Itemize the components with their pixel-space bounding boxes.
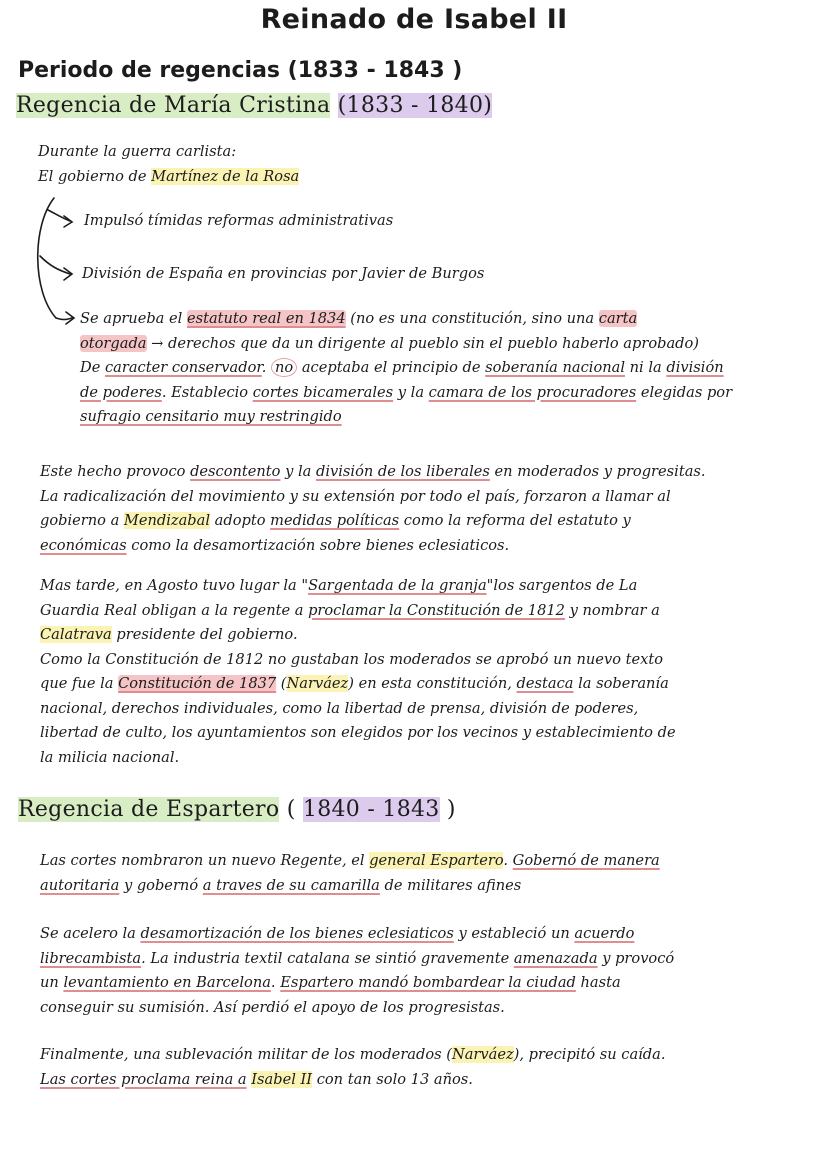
text-span: conseguir su sumisión. Así perdió el apoyo de los progresistas. — [40, 998, 505, 1016]
section1-heading — [16, 93, 492, 118]
text-span: estatuto real en 1834 — [186, 310, 346, 327]
text-span: Como la Constitución de 1812 no gustaban los moderados se aprobó un nuevo texto — [40, 650, 663, 668]
text-span: cortes bicamerales — [252, 383, 394, 401]
text-span: carta — [598, 310, 638, 327]
text-span: desamortización de los bienes eclesiaticos — [140, 925, 454, 942]
text-span: y gobernó — [119, 876, 203, 894]
text-span: La radicalización del movimiento y su extensión por todo el país, forzaron a llamar al — [40, 487, 671, 505]
text-span: Las cortes proclama reina a — [40, 1070, 247, 1088]
text-span: ), precipitó su caída. — [513, 1046, 666, 1063]
text-span: . — [503, 852, 513, 869]
bracket-arrows-icon — [28, 196, 88, 331]
highlight: Martínez de la Rosa — [151, 167, 300, 185]
text-span: amenazada — [513, 949, 598, 967]
text-span: Se aprueba el — [80, 310, 187, 327]
text-span: "los sargentos de La — [486, 577, 638, 594]
text-span: proclamar la Constitución de 1812 — [308, 601, 565, 619]
text-span: librecambista — [40, 949, 142, 967]
text-span: camara de los procuradores — [428, 383, 637, 401]
text-span: de poderes — [80, 383, 162, 401]
text-span: De — [80, 359, 105, 376]
text-span: como la reforma del estatuto y — [399, 512, 631, 529]
text-span: (no es una constitución, sino una — [345, 310, 599, 327]
text-span: que fue la — [40, 675, 119, 692]
text-span: Las cortes nombraron un nuevo Regente, el — [40, 852, 370, 869]
text-span: gobierno a — [40, 512, 124, 529]
text-span: de militares afines — [379, 876, 522, 894]
section1-years: (1833 - 1840) — [337, 93, 493, 118]
text-span: . Establecio — [161, 383, 253, 401]
text-span: adopto — [210, 512, 271, 529]
text-span: y estableció un — [453, 925, 575, 942]
text-span: y la — [393, 383, 429, 401]
section1-intro — [38, 140, 299, 189]
text-span: con tan solo 13 años. — [312, 1070, 473, 1088]
section2-heading — [18, 797, 456, 822]
page-title: Reinado de Isabel II — [260, 4, 568, 35]
intro-line — [38, 165, 299, 190]
intro-line: Durante la guerra carlista: — [38, 143, 237, 160]
text-span: medidas políticas — [270, 512, 400, 529]
text-span: y nombrar a — [564, 601, 660, 619]
text-span: Guardia Real obligan a la regente a — [40, 601, 309, 619]
text-span: destaca — [516, 675, 574, 692]
paragraph-espartero-regente — [40, 849, 660, 898]
paragraph-sargentada — [40, 574, 676, 770]
section1-name: Regencia de María Cristina — [16, 93, 331, 118]
text-span: ni la — [625, 359, 667, 376]
paragraph-division-liberales — [40, 460, 706, 558]
text-span: nacional, derechos individuales, como la libertad de prensa, división de poderes, — [40, 699, 639, 717]
text-span: levantamiento en Barcelona — [63, 974, 271, 991]
bullet-3 — [80, 307, 732, 430]
text-span: Mas tarde, en Agosto tuvo lugar la " — [40, 577, 309, 594]
text-span: → derechos que da un dirigente al pueblo sin el pueblo haberlo aprobado) — [146, 334, 699, 352]
text-span: caracter conservador — [104, 359, 262, 376]
text-span: en moderados y progresitas. — [489, 463, 706, 480]
text-span: Mendizabal — [123, 512, 211, 529]
text-span: Constitución de 1837 — [118, 675, 277, 692]
text-span: Narváez — [451, 1046, 514, 1063]
text-span: ) en esta constitución, — [348, 675, 517, 692]
text-span: a traves de su camarilla — [202, 876, 380, 894]
text-span: aceptaba el principio de — [297, 359, 486, 376]
paragraph-caida — [40, 1043, 666, 1092]
text-span: Espartero mandó bombardear la ciudad — [280, 974, 576, 991]
text-span: como la desamortización sobre bienes eclesiaticos. — [126, 536, 510, 554]
text-span: Sargentada de la granja — [308, 577, 487, 594]
text-span: Calatrava — [40, 626, 112, 643]
text-span: libertad de culto, los ayuntamientos son elegidos por los vecinos y establecimiento de — [40, 724, 676, 741]
section2-name: Regencia de Espartero — [18, 797, 280, 822]
text-span: Isabel II — [251, 1070, 313, 1088]
text-span: Este hecho provoco — [40, 463, 191, 480]
text-span: Narváez — [286, 675, 349, 692]
text-span: la milicia nacional. — [40, 748, 180, 766]
text-span: El gobierno de — [38, 167, 152, 185]
text-span: hasta — [575, 974, 621, 991]
text-span: un — [40, 974, 64, 991]
text-span: Se acelero la — [40, 925, 141, 942]
text-span: . — [270, 974, 281, 991]
bullet-1: Impulsó tímidas reformas administrativas — [84, 212, 394, 229]
text-span: autoritaria — [40, 876, 120, 894]
section2-years: 1840 - 1843 — [302, 797, 440, 822]
text-span: presidente del gobierno. — [111, 626, 298, 643]
paragraph-desamortizacion — [40, 922, 674, 1020]
bullet-2: División de España en provincias por Javier de Burgos — [82, 265, 485, 282]
period-heading: Periodo de regencias (1833 - 1843 ) — [18, 58, 463, 83]
text-span: ( — [286, 797, 303, 822]
text-span: económicas — [40, 536, 127, 554]
text-span: sufragio censitario muy restringido — [80, 408, 342, 425]
text-span: descontento — [190, 463, 281, 480]
text-span: general Espartero — [369, 852, 504, 869]
text-span: y la — [280, 463, 316, 480]
circled-word: no — [271, 358, 297, 377]
text-span: división — [666, 359, 724, 376]
text-span: división de los liberales — [315, 463, 490, 480]
text-span: elegidas por — [636, 383, 733, 401]
text-span: . — [261, 359, 272, 376]
text-span: otorgada — [80, 334, 147, 352]
text-span: ( — [276, 675, 287, 692]
text-span: Gobernó de manera — [512, 852, 660, 869]
text-span: y provocó — [597, 949, 675, 967]
text-span: la soberanía — [573, 675, 669, 692]
text-span: acuerdo — [574, 925, 635, 942]
text-span: ) — [439, 797, 456, 822]
text-span: Finalmente, una sublevación militar de los moderados ( — [40, 1046, 452, 1063]
text-span: . La industria textil catalana se sintió gravemente — [141, 949, 514, 967]
text-span: soberanía nacional — [485, 359, 626, 376]
